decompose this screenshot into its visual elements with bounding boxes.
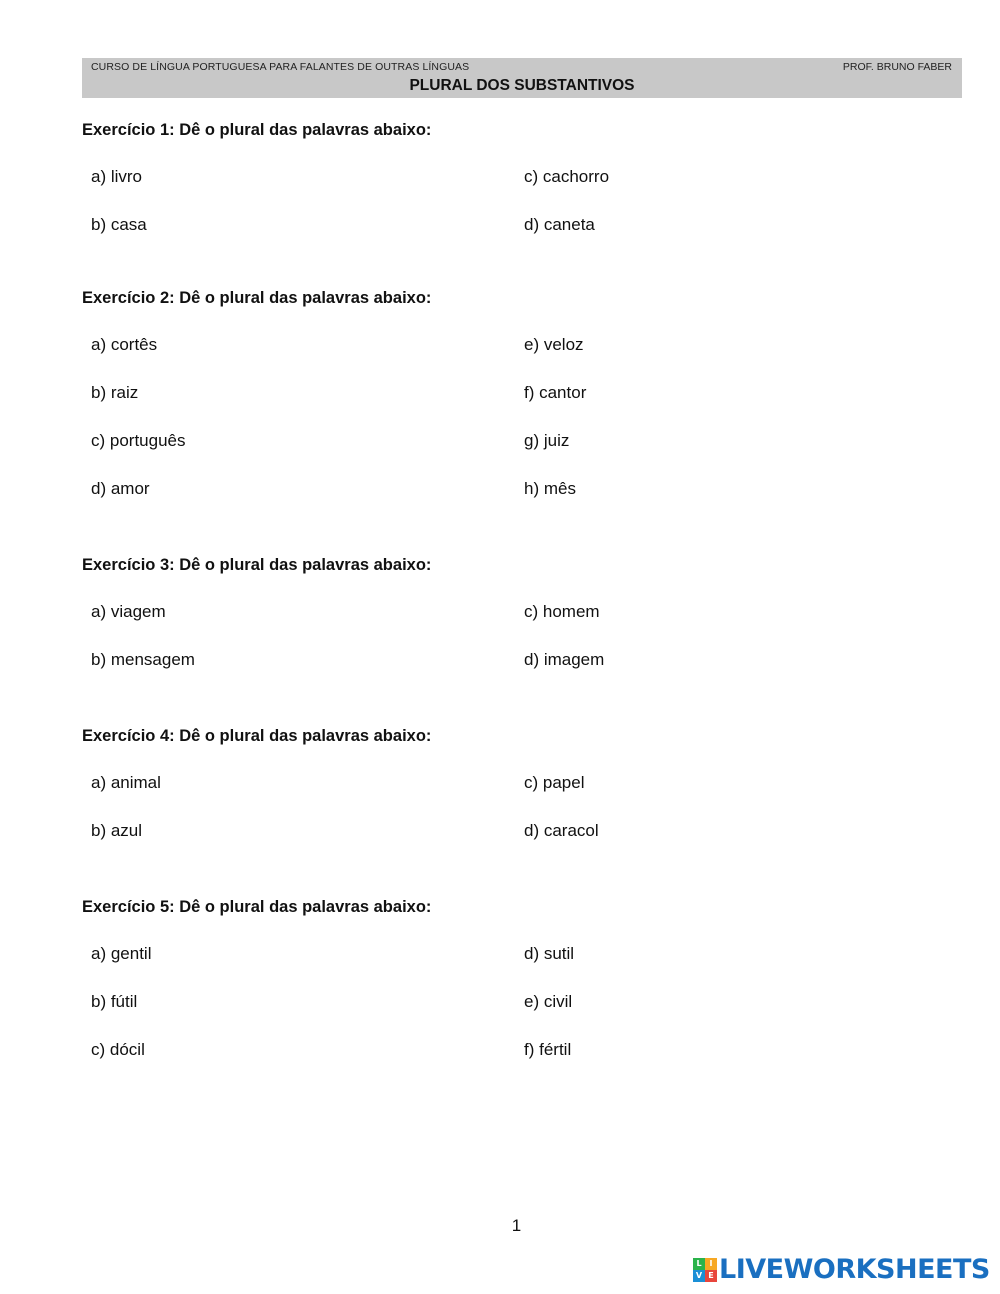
word-item: d) sutil: [524, 944, 575, 963]
word-item: a) livro: [91, 167, 143, 186]
exercise-2: [82, 287, 962, 498]
word-item: g) juiz: [524, 431, 570, 450]
liveworksheets-logo[interactable]: [693, 1256, 990, 1284]
word-item: a) viagem: [91, 602, 166, 621]
word-item: c) cachorro: [524, 167, 610, 186]
logo-letter: L: [693, 1258, 705, 1270]
word-item: c) dócil: [91, 1040, 145, 1059]
word-item: b) raiz: [91, 383, 139, 402]
exercise-4: [82, 725, 962, 840]
word-item: c) papel: [524, 773, 585, 792]
exercise-1: [82, 119, 962, 234]
exercise-title: Exercício 2: Dê o plural das palavras abaixo:: [82, 289, 432, 307]
word-item: h) mês: [524, 479, 576, 498]
logo-letter: E: [705, 1270, 717, 1282]
word-item: a) animal: [91, 773, 161, 792]
page-number: 1: [511, 1216, 522, 1235]
course-name: CURSO DE LÍNGUA PORTUGUESA PARA FALANTES DE OUTRAS LÍNGUAS: [91, 61, 470, 73]
word-item: b) mensagem: [91, 650, 195, 669]
word-item: b) casa: [91, 215, 147, 234]
word-item: d) amor: [91, 479, 150, 498]
word-item: f) fértil: [524, 1040, 572, 1059]
word-item: a) gentil: [91, 944, 152, 963]
brand-name: LIVEWORKSHEETS: [719, 1254, 990, 1285]
exercise-5: [82, 896, 962, 1059]
word-item: f) cantor: [524, 383, 587, 402]
word-item: c) homem: [524, 602, 600, 621]
document-header: [82, 58, 962, 98]
teacher-name: PROF. BRUNO FABER: [842, 61, 952, 73]
exercise-3: [82, 554, 962, 669]
word-item: d) imagem: [524, 650, 605, 669]
logo-letter: I: [705, 1258, 717, 1270]
exercise-title: Exercício 1: Dê o plural das palavras abaixo:: [82, 121, 432, 139]
word-item: a) cortês: [91, 335, 158, 354]
exercise-title: Exercício 4: Dê o plural das palavras abaixo:: [82, 727, 432, 745]
page-title: PLURAL DOS SUBSTANTIVOS: [409, 77, 635, 94]
liveworksheets-icon: [693, 1258, 717, 1282]
word-item: b) fútil: [91, 992, 138, 1011]
word-item: e) veloz: [524, 335, 584, 354]
word-item: d) caneta: [524, 215, 595, 234]
word-item: c) português: [91, 431, 186, 450]
logo-letter: V: [693, 1270, 705, 1282]
word-item: b) azul: [91, 821, 143, 840]
word-item: d) caracol: [524, 821, 599, 840]
exercise-title: Exercício 5: Dê o plural das palavras abaixo:: [82, 898, 432, 916]
word-item: e) civil: [524, 992, 573, 1011]
exercise-title: Exercício 3: Dê o plural das palavras abaixo:: [82, 556, 432, 574]
